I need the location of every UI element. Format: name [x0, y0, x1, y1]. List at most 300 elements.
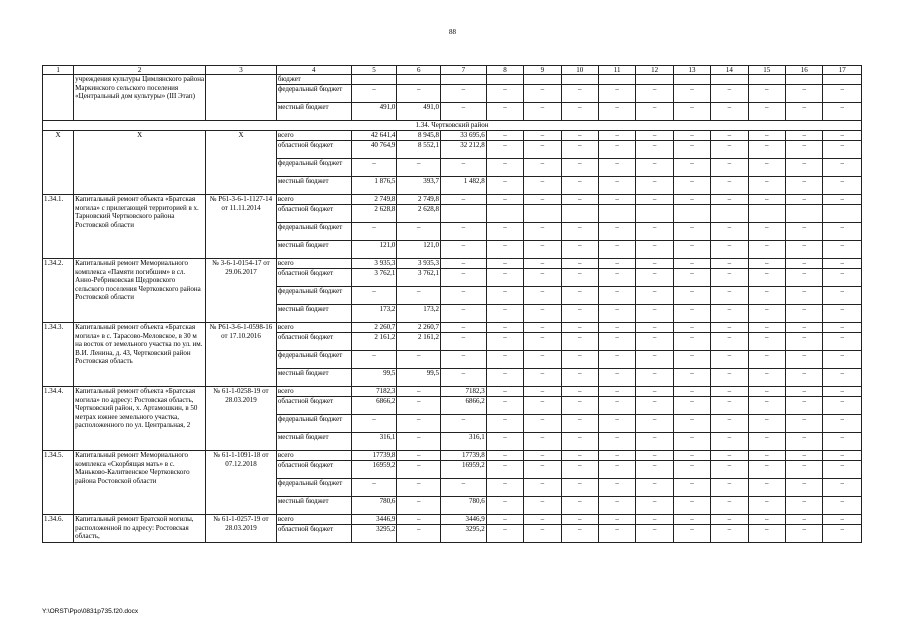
amount-cell: – — [397, 387, 441, 397]
amount-cell: – — [711, 103, 748, 121]
file-path-footer: Y:\ORST\Ppo\0831p735.f20.docx — [42, 608, 139, 615]
amount-cell: – — [397, 433, 441, 451]
funding-source: федеральный бюджет — [276, 85, 351, 103]
amount-cell: – — [823, 177, 862, 195]
document-ref: № 61-1-0257-19 от 28.03.2019 — [206, 515, 277, 543]
column-number: 9 — [524, 66, 561, 75]
amount-cell: 2 628,8 — [351, 205, 397, 223]
item-number: 1.34.4. — [43, 387, 74, 451]
amount-cell: – — [636, 415, 673, 433]
amount-cell: – — [441, 259, 487, 269]
amount-cell: – — [748, 433, 785, 451]
amount-cell: – — [636, 515, 673, 525]
funding-source: федеральный бюджет — [276, 287, 351, 305]
amount-cell: – — [785, 103, 822, 121]
amount-cell: – — [748, 141, 785, 159]
amount-cell: – — [486, 259, 523, 269]
amount-cell: – — [711, 397, 748, 415]
amount-cell: – — [524, 195, 561, 205]
amount-cell: – — [486, 333, 523, 351]
amount-cell: – — [785, 387, 822, 397]
item-number — [43, 75, 74, 121]
amount-cell: – — [524, 241, 561, 259]
amount-cell: 3 762,1 — [397, 269, 441, 287]
funding-source: всего — [276, 451, 351, 461]
amount-cell: – — [486, 223, 523, 241]
amount-cell: – — [748, 195, 785, 205]
amount-cell: – — [823, 461, 862, 479]
amount-cell: – — [598, 159, 635, 177]
amount-cell: 780,6 — [351, 497, 397, 515]
section-title: 1.34. Чертковский район — [43, 121, 862, 131]
amount-cell: 393,7 — [397, 177, 441, 195]
amount-cell — [748, 205, 785, 223]
amount-cell: – — [636, 305, 673, 323]
amount-cell — [823, 75, 862, 85]
amount-cell: – — [486, 515, 523, 525]
amount-cell: – — [673, 195, 710, 205]
amount-cell: – — [524, 323, 561, 333]
item-number: 1.34.3. — [43, 323, 74, 387]
funding-source: местный бюджет — [276, 497, 351, 515]
amount-cell: – — [441, 305, 487, 323]
amount-cell: – — [823, 323, 862, 333]
amount-cell: – — [823, 141, 862, 159]
section-title-row — [43, 121, 862, 131]
amount-cell: – — [598, 433, 635, 451]
amount-cell: 33 695,6 — [441, 131, 487, 141]
amount-cell: – — [524, 131, 561, 141]
amount-cell: 3 935,3 — [397, 259, 441, 269]
column-number: 16 — [785, 66, 822, 75]
object-name: Капитальный ремонт объекта «Братская могила» в с. Тарасово-Меловское, в 30 м на восток от земельного участка по ул. им. В.И. Ленина, д. 43, Чертковский район Ростовская область — [74, 323, 206, 387]
amount-cell — [486, 75, 523, 85]
amount-cell: – — [748, 497, 785, 515]
object-name: Х — [74, 131, 206, 195]
amount-cell: – — [598, 387, 635, 397]
amount-cell: – — [823, 195, 862, 205]
amount-cell: – — [636, 159, 673, 177]
amount-cell: – — [636, 479, 673, 497]
amount-cell: – — [524, 461, 561, 479]
amount-cell: 2 628,8 — [397, 205, 441, 223]
amount-cell: – — [486, 525, 523, 543]
object-name: учреждения культуры Цимлянского района Маркинского сельского поселения «Центральный дом культуры» (III Этап) — [74, 75, 206, 121]
amount-cell: – — [486, 387, 523, 397]
object-name: Капитальный ремонт объекта «Братская могила» по адресу: Ростовская область, Чертковский район, х. Артамошкин, в 50 метрах южнее земельного участка, расположенного по ул. Центральная, 2 — [74, 387, 206, 451]
amount-cell: – — [598, 333, 635, 351]
funding-source: федеральный бюджет — [276, 159, 351, 177]
amount-cell: – — [748, 305, 785, 323]
amount-cell: – — [486, 241, 523, 259]
amount-cell: – — [524, 85, 561, 103]
amount-cell: 2 161,2 — [351, 333, 397, 351]
funding-source: местный бюджет — [276, 305, 351, 323]
amount-cell: – — [711, 497, 748, 515]
amount-cell: – — [748, 479, 785, 497]
column-number: 12 — [636, 66, 673, 75]
amount-cell — [486, 205, 523, 223]
amount-cell: – — [524, 351, 561, 369]
amount-cell: 491,0 — [351, 103, 397, 121]
amount-cell: – — [636, 351, 673, 369]
amount-cell: – — [748, 241, 785, 259]
amount-cell: – — [397, 479, 441, 497]
document-ref: № 61-1-1091-18 от 07.12.2018 — [206, 451, 277, 515]
amount-cell: – — [785, 177, 822, 195]
amount-cell: – — [397, 85, 441, 103]
amount-cell: – — [748, 515, 785, 525]
amount-cell: – — [524, 451, 561, 461]
amount-cell: – — [711, 305, 748, 323]
amount-cell: – — [636, 323, 673, 333]
document-ref: № 61-1-0258-19 от 28.03.2019 — [206, 387, 277, 451]
funding-source: федеральный бюджет — [276, 351, 351, 369]
amount-cell: 99,5 — [351, 369, 397, 387]
amount-cell: – — [561, 305, 598, 323]
amount-cell: – — [785, 85, 822, 103]
amount-cell: 316,1 — [351, 433, 397, 451]
amount-cell: – — [524, 159, 561, 177]
amount-cell: – — [711, 525, 748, 543]
amount-cell: – — [561, 515, 598, 525]
amount-cell: – — [598, 515, 635, 525]
amount-cell — [636, 75, 673, 85]
item-number: 1.34.6. — [43, 515, 74, 543]
amount-cell: – — [486, 369, 523, 387]
amount-cell: – — [524, 177, 561, 195]
amount-cell: – — [561, 241, 598, 259]
amount-cell: – — [351, 159, 397, 177]
amount-cell: – — [524, 305, 561, 323]
amount-cell: – — [748, 323, 785, 333]
amount-cell: – — [598, 195, 635, 205]
amount-cell: – — [673, 259, 710, 269]
amount-cell: – — [823, 433, 862, 451]
amount-cell: – — [598, 223, 635, 241]
amount-cell: – — [486, 269, 523, 287]
amount-cell: – — [636, 103, 673, 121]
amount-cell: – — [636, 433, 673, 451]
amount-cell: – — [823, 223, 862, 241]
amount-cell: – — [636, 369, 673, 387]
amount-cell: – — [711, 141, 748, 159]
amount-cell: – — [785, 497, 822, 515]
amount-cell — [673, 75, 710, 85]
amount-cell: – — [561, 269, 598, 287]
amount-cell: – — [823, 351, 862, 369]
amount-cell: – — [524, 497, 561, 515]
funding-source: областной бюджет — [276, 525, 351, 543]
amount-cell: – — [748, 85, 785, 103]
amount-cell: – — [486, 103, 523, 121]
amount-cell: – — [711, 287, 748, 305]
funding-source: областной бюджет — [276, 269, 351, 287]
amount-cell: – — [397, 223, 441, 241]
table-row — [43, 387, 862, 397]
amount-cell: – — [711, 85, 748, 103]
amount-cell: – — [486, 177, 523, 195]
amount-cell: – — [636, 461, 673, 479]
amount-cell: – — [524, 515, 561, 525]
amount-cell: – — [598, 479, 635, 497]
amount-cell: – — [711, 333, 748, 351]
amount-cell: – — [673, 497, 710, 515]
amount-cell: – — [748, 451, 785, 461]
amount-cell: – — [711, 269, 748, 287]
amount-cell: – — [561, 525, 598, 543]
amount-cell — [598, 75, 635, 85]
table-row — [43, 75, 862, 85]
funding-source: местный бюджет — [276, 369, 351, 387]
amount-cell: – — [673, 351, 710, 369]
amount-cell: – — [524, 269, 561, 287]
amount-cell: – — [397, 415, 441, 433]
column-number: 6 — [397, 66, 441, 75]
column-number: 7 — [441, 66, 487, 75]
amount-cell: – — [561, 397, 598, 415]
amount-cell: – — [441, 415, 487, 433]
amount-cell: – — [561, 259, 598, 269]
amount-cell: – — [823, 497, 862, 515]
amount-cell: – — [748, 351, 785, 369]
funding-source: федеральный бюджет — [276, 223, 351, 241]
amount-cell: – — [785, 141, 822, 159]
amount-cell: – — [785, 415, 822, 433]
funding-source: федеральный бюджет — [276, 415, 351, 433]
amount-cell: – — [561, 131, 598, 141]
amount-cell: – — [561, 141, 598, 159]
amount-cell: 32 212,8 — [441, 141, 487, 159]
table-row — [43, 131, 862, 141]
amount-cell: – — [486, 351, 523, 369]
amount-cell: – — [486, 451, 523, 461]
amount-cell: – — [785, 259, 822, 269]
amount-cell: – — [748, 103, 785, 121]
amount-cell: – — [351, 415, 397, 433]
amount-cell: – — [748, 333, 785, 351]
amount-cell: – — [823, 305, 862, 323]
amount-cell: – — [636, 497, 673, 515]
amount-cell — [636, 205, 673, 223]
amount-cell: – — [598, 397, 635, 415]
amount-cell: – — [823, 415, 862, 433]
amount-cell: – — [785, 479, 822, 497]
amount-cell: – — [524, 369, 561, 387]
amount-cell: 780,6 — [441, 497, 487, 515]
amount-cell: – — [636, 387, 673, 397]
amount-cell: – — [561, 333, 598, 351]
amount-cell: 2 161,2 — [397, 333, 441, 351]
amount-cell: – — [636, 259, 673, 269]
funding-source: местный бюджет — [276, 433, 351, 451]
amount-cell: – — [785, 433, 822, 451]
amount-cell: – — [598, 323, 635, 333]
amount-cell: – — [785, 333, 822, 351]
column-number: 17 — [823, 66, 862, 75]
amount-cell: 1 876,5 — [351, 177, 397, 195]
amount-cell: – — [711, 415, 748, 433]
funding-source: всего — [276, 195, 351, 205]
amount-cell: – — [441, 287, 487, 305]
amount-cell: 316,1 — [441, 433, 487, 451]
amount-cell: 99,5 — [397, 369, 441, 387]
amount-cell — [785, 205, 822, 223]
page-number: 88 — [449, 28, 456, 36]
column-number: 2 — [74, 66, 206, 75]
amount-cell: – — [785, 351, 822, 369]
amount-cell: – — [711, 159, 748, 177]
amount-cell: – — [598, 269, 635, 287]
amount-cell: – — [748, 223, 785, 241]
amount-cell: – — [673, 461, 710, 479]
amount-cell: – — [524, 433, 561, 451]
amount-cell: 3295,2 — [441, 525, 487, 543]
amount-cell: – — [785, 525, 822, 543]
amount-cell — [561, 205, 598, 223]
amount-cell: 42 641,4 — [351, 131, 397, 141]
column-number: 1 — [43, 66, 74, 75]
amount-cell: – — [351, 479, 397, 497]
amount-cell: – — [673, 397, 710, 415]
amount-cell: – — [673, 333, 710, 351]
amount-cell: – — [673, 131, 710, 141]
amount-cell: – — [636, 85, 673, 103]
amount-cell: – — [524, 479, 561, 497]
amount-cell: – — [636, 241, 673, 259]
amount-cell: – — [598, 131, 635, 141]
amount-cell: 6866,2 — [441, 397, 487, 415]
amount-cell: – — [673, 159, 710, 177]
amount-cell: – — [823, 259, 862, 269]
amount-cell — [441, 75, 487, 85]
column-number: 3 — [206, 66, 277, 75]
funding-source: всего — [276, 323, 351, 333]
amount-cell: – — [598, 351, 635, 369]
amount-cell: – — [441, 269, 487, 287]
amount-cell — [397, 75, 441, 85]
amount-cell: 7182,3 — [441, 387, 487, 397]
amount-cell: – — [785, 397, 822, 415]
amount-cell: 121,0 — [351, 241, 397, 259]
amount-cell: – — [785, 451, 822, 461]
amount-cell: – — [748, 259, 785, 269]
amount-cell: – — [486, 461, 523, 479]
amount-cell: – — [673, 515, 710, 525]
amount-cell: 173,2 — [397, 305, 441, 323]
amount-cell: – — [351, 85, 397, 103]
amount-cell: – — [561, 387, 598, 397]
amount-cell: – — [561, 287, 598, 305]
item-number: 1.34.1. — [43, 195, 74, 259]
amount-cell: – — [441, 103, 487, 121]
amount-cell: – — [823, 515, 862, 525]
amount-cell: 3295,2 — [351, 525, 397, 543]
column-number: 14 — [711, 66, 748, 75]
funding-source: всего — [276, 131, 351, 141]
amount-cell: – — [397, 287, 441, 305]
amount-cell: – — [748, 269, 785, 287]
amount-cell: – — [748, 177, 785, 195]
amount-cell: – — [636, 131, 673, 141]
funding-source: бюджет — [276, 75, 351, 85]
amount-cell — [351, 75, 397, 85]
amount-cell: – — [823, 525, 862, 543]
funding-source: местный бюджет — [276, 241, 351, 259]
funding-source: федеральный бюджет — [276, 479, 351, 497]
amount-cell: 3 935,3 — [351, 259, 397, 269]
document-ref: Х — [206, 131, 277, 195]
amount-cell: – — [397, 515, 441, 525]
amount-cell: – — [598, 415, 635, 433]
amount-cell: – — [785, 131, 822, 141]
amount-cell: – — [823, 451, 862, 461]
column-number: 4 — [276, 66, 351, 75]
amount-cell: – — [673, 85, 710, 103]
amount-cell: – — [673, 305, 710, 323]
amount-cell: – — [636, 195, 673, 205]
amount-cell: – — [785, 159, 822, 177]
document-ref: № Р61-3-6-1-1127-14 от 11.11.2014 — [206, 195, 277, 259]
amount-cell: – — [486, 479, 523, 497]
amount-cell: – — [598, 369, 635, 387]
amount-cell: – — [441, 241, 487, 259]
amount-cell: – — [823, 333, 862, 351]
amount-cell: – — [673, 451, 710, 461]
amount-cell: 3446,9 — [351, 515, 397, 525]
amount-cell: – — [823, 241, 862, 259]
amount-cell: – — [673, 177, 710, 195]
amount-cell: – — [486, 287, 523, 305]
amount-cell: – — [524, 287, 561, 305]
amount-cell: – — [561, 195, 598, 205]
amount-cell: – — [748, 387, 785, 397]
amount-cell: – — [823, 159, 862, 177]
amount-cell: – — [397, 525, 441, 543]
object-name: Капитальный ремонт Братской могилы, расположенной по адресу: Ростовская область, — [74, 515, 206, 543]
amount-cell: – — [673, 479, 710, 497]
amount-cell: – — [823, 287, 862, 305]
amount-cell: – — [711, 241, 748, 259]
amount-cell: – — [748, 369, 785, 387]
amount-cell: 16959,2 — [351, 461, 397, 479]
amount-cell: – — [351, 223, 397, 241]
amount-cell: – — [673, 241, 710, 259]
amount-cell: – — [598, 259, 635, 269]
amount-cell: 173,2 — [351, 305, 397, 323]
amount-cell: – — [441, 223, 487, 241]
funding-source: областной бюджет — [276, 205, 351, 223]
amount-cell: – — [486, 497, 523, 515]
amount-cell: – — [711, 351, 748, 369]
amount-cell: 3446,9 — [441, 515, 487, 525]
amount-cell: – — [561, 369, 598, 387]
amount-cell: – — [351, 287, 397, 305]
column-number: 8 — [486, 66, 523, 75]
column-number: 15 — [748, 66, 785, 75]
amount-cell: – — [748, 525, 785, 543]
amount-cell: 40 764,9 — [351, 141, 397, 159]
amount-cell: – — [397, 451, 441, 461]
amount-cell: – — [524, 103, 561, 121]
amount-cell: – — [524, 333, 561, 351]
amount-cell — [673, 205, 710, 223]
amount-cell: – — [441, 159, 487, 177]
funding-source: областной бюджет — [276, 461, 351, 479]
amount-cell: 1 482,8 — [441, 177, 487, 195]
amount-cell: – — [598, 103, 635, 121]
table-row — [43, 195, 862, 205]
